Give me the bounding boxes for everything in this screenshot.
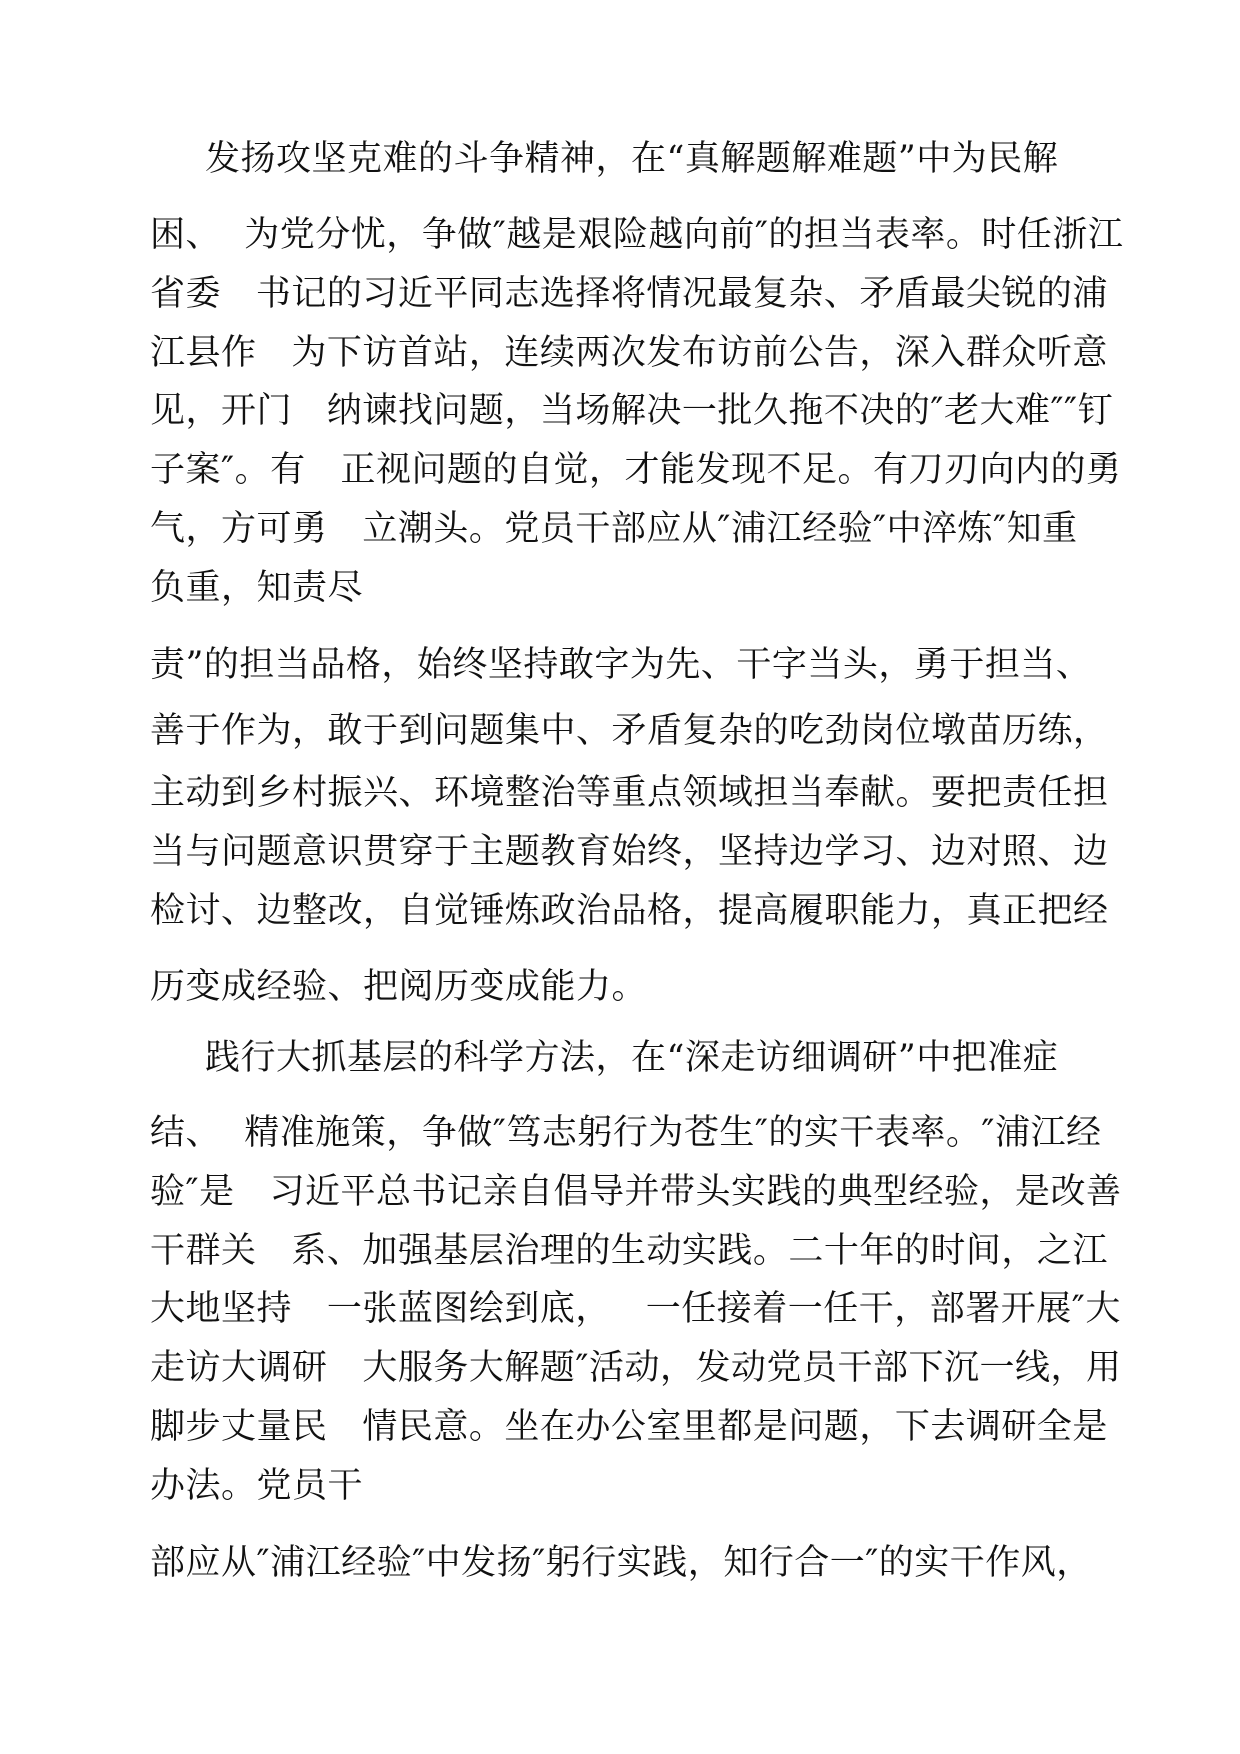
text-line: 干群关 系、加强基层治理的生动实践。二十年的时间，之江	[150, 1231, 1108, 1271]
text-line: 大地坚持 一张蓝图绘到底， 一任接着一任干，部署开展″大	[150, 1289, 1121, 1329]
text-line: 省委 书记的习近平同志选择将情况最复杂、矛盾最尖锐的浦	[150, 274, 1108, 314]
text-line: 江县作 为下访首站，连续两次发布访前公告，深入群众听意	[150, 333, 1108, 373]
text-line: 发扬攻坚克难的斗争精神，在“真解题解难题”中为民解	[205, 139, 1059, 179]
text-line: 验″是 习近平总书记亲自倡导并带头实践的典型经验，是改善	[150, 1172, 1122, 1212]
text-line: 见，开门 纳谏找问题，当场解决一批久拖不决的″老大难″″钉	[150, 391, 1114, 431]
text-line: 践行大抓基层的科学方法，在“深走访细调研”中把准症	[205, 1038, 1059, 1078]
text-line: 善于作为，敢于到问题集中、矛盾复杂的吃劲岗位墩苗历练，	[150, 711, 1109, 751]
text-line: 部应从″浦江经验″中发扬″躬行实践，知行合一″的实干作风，	[150, 1543, 1092, 1583]
text-line: 气，方可勇 立潮头。党员干部应从″浦江经验″中淬炼″知重	[150, 509, 1078, 549]
text-line: 负重，知责尽	[150, 568, 364, 608]
text-line: 责”的担当品格，始终坚持敢字为先、干字当头，勇于担当、	[150, 645, 1092, 685]
text-line: 主动到乡村振兴、环境整治等重点领域担当奉献。要把责任担	[150, 773, 1109, 813]
text-line: 结、 精准施策，争做″笃志躬行为苍生″的实干表率。″浦江经	[150, 1113, 1102, 1153]
text-line: 办法。党员干	[150, 1466, 364, 1506]
text-line: 走访大调研 大服务大解题″活动，发动党员干部下沉一线，用	[150, 1348, 1122, 1388]
text-line: 子案″。有 正视问题的自觉，才能发现不足。有刀刃向内的勇	[150, 450, 1122, 490]
text-line: 困、 为党分忧，争做″越是艰险越向前″的担当表率。时任浙江	[150, 215, 1124, 255]
text-line: 当与问题意识贯穿于主题教育始终，坚持边学习、边对照、边	[150, 832, 1109, 872]
text-line: 历变成经验、把阅历变成能力。	[150, 967, 648, 1007]
text-line: 脚步丈量民 情民意。坐在办公室里都是问题，下去调研全是	[150, 1407, 1108, 1447]
text-line: 检讨、边整改，自觉锤炼政治品格，提高履职能力，真正把经	[150, 891, 1109, 931]
